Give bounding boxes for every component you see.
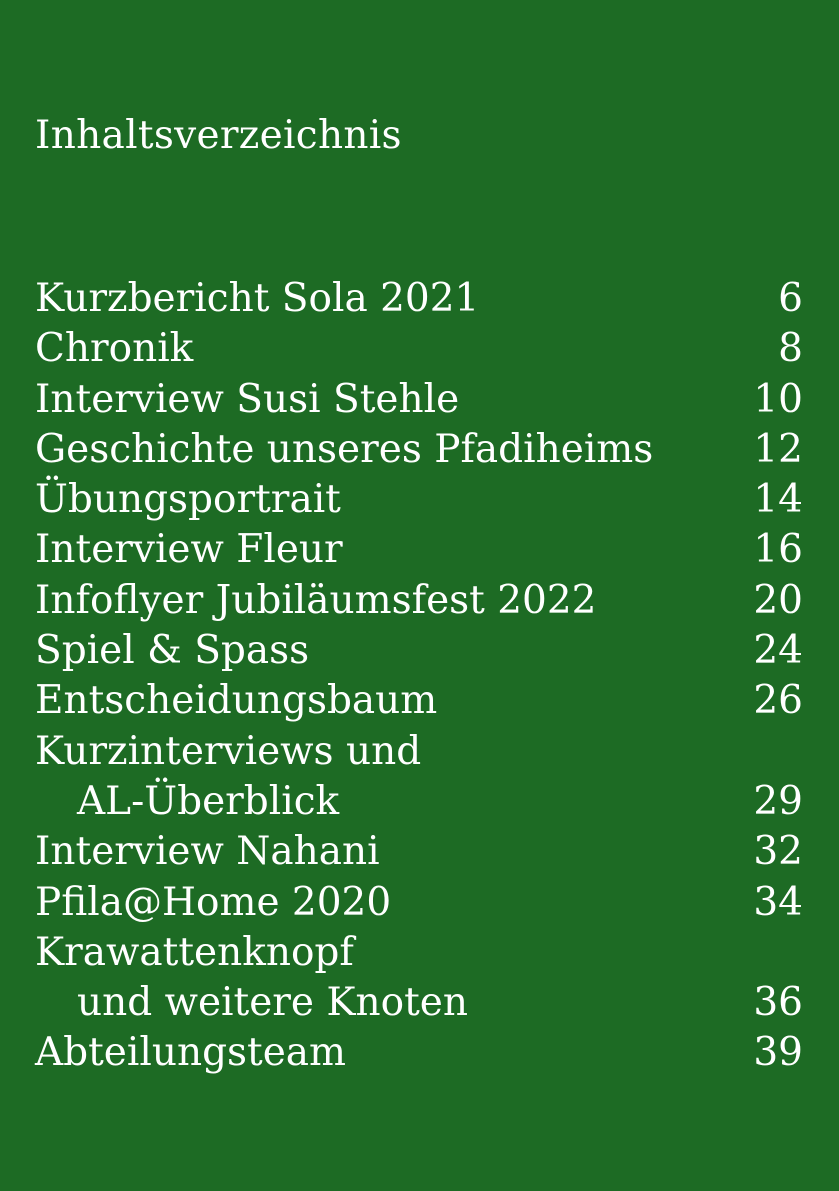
toc-entry — [35, 878, 803, 928]
toc-entry-page-number: 12 — [753, 426, 803, 472]
toc-entry-page-number: 14 — [753, 477, 803, 523]
toc-entry-title: Abteilungsteam — [35, 1030, 347, 1076]
toc-entry-page-number: 39 — [753, 1030, 803, 1076]
toc-entry — [35, 626, 803, 676]
toc-entry-title: Interview Nahani — [35, 829, 380, 875]
toc-entry-title: Kurzbericht Sola 2021 — [35, 276, 480, 321]
toc-entry-title: Kurzinterviews und — [35, 728, 422, 774]
toc-entry — [35, 324, 803, 374]
toc-entry — [35, 676, 803, 726]
toc-entry — [35, 375, 803, 425]
toc-entry-page-number: 29 — [753, 778, 803, 824]
toc-entry-title: Geschichte unseres Pfadiheims — [35, 426, 654, 472]
toc-entry-title: Krawattenknopf — [35, 929, 354, 975]
toc-entry-page-number: 26 — [753, 678, 803, 724]
toc-entry — [35, 525, 803, 575]
toc-entry — [35, 827, 803, 877]
toc-entry — [35, 425, 803, 475]
toc-entry-title: Infoflyer Jubiläumsfest 2022 — [35, 577, 597, 623]
toc-entry-title: Pfila@Home 2020 — [35, 879, 392, 925]
page-title: Inhaltsverzeichnis — [35, 113, 402, 158]
toc-entry-page-number: 8 — [778, 326, 803, 372]
table-of-contents — [35, 274, 803, 1079]
toc-entry-title-continued: AL-Überblick — [77, 778, 340, 824]
toc-entry-page-number: 24 — [753, 628, 803, 674]
toc-entry — [35, 576, 803, 626]
toc-entry-page-number: 16 — [753, 527, 803, 573]
toc-entry-title-continued: und weitere Knoten — [77, 980, 469, 1026]
toc-entry-title: Interview Susi Stehle — [35, 376, 460, 422]
toc-entry-page-number: 10 — [753, 376, 803, 422]
toc-entry — [35, 928, 803, 1029]
toc-entry-title: Chronik — [35, 326, 194, 372]
toc-entry — [35, 475, 803, 525]
toc-entry-title: Entscheidungsbaum — [35, 678, 438, 724]
toc-entry-title: Spiel & Spass — [35, 628, 310, 674]
toc-entry-page-number: 20 — [753, 577, 803, 623]
toc-entry — [35, 274, 803, 324]
toc-entry-title: Interview Fleur — [35, 527, 343, 573]
toc-entry-title: Übungsportrait — [35, 477, 341, 523]
toc-entry-page-number: 32 — [753, 829, 803, 875]
toc-entry-page-number: 36 — [753, 980, 803, 1026]
toc-entry — [35, 727, 803, 828]
toc-entry-page-number: 6 — [778, 276, 803, 321]
toc-entry-page-number: 34 — [753, 879, 803, 925]
toc-entry — [35, 1028, 803, 1078]
